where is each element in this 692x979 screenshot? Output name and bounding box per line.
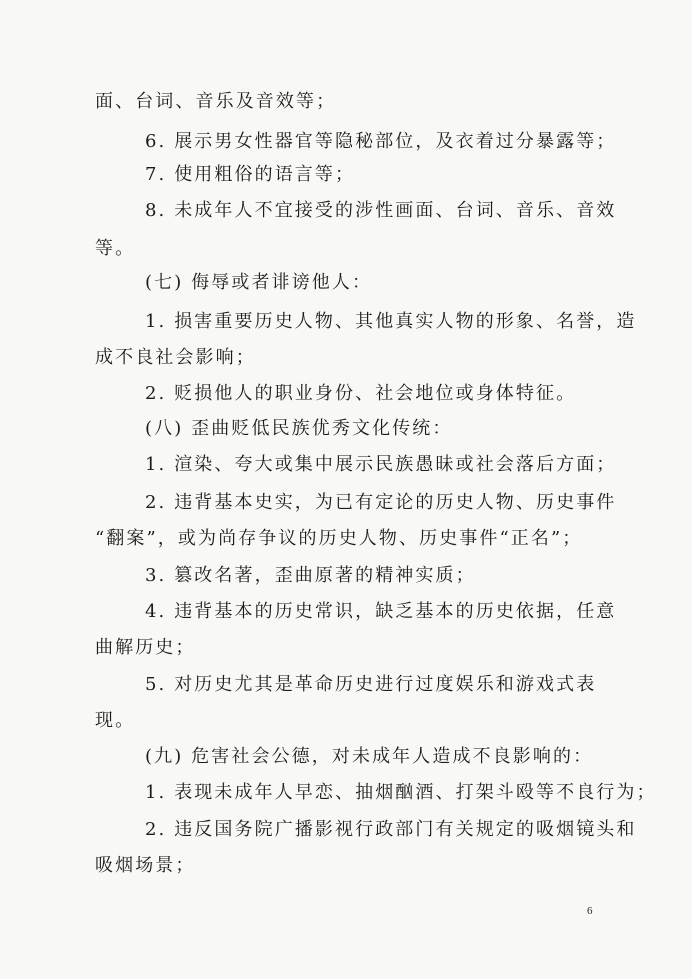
text-line-14: 3. 篡改名著，歪曲原著的精神实质； xyxy=(145,565,476,586)
text-line-3: 7. 使用粗俗的语言等； xyxy=(145,164,356,185)
text-line-20: 1. 表现未成年人早恋、抽烟酗酒、打架斗殴等不良行为； xyxy=(145,782,657,803)
text-line-21: 2. 违反国务院广播影视行政部门有关规定的吸烟镜头和 xyxy=(145,819,637,840)
text-line-17: 5. 对历史尤其是革命历史进行过度娱乐和游戏式表 xyxy=(145,674,597,695)
page-number: 6 xyxy=(587,905,593,917)
text-line-4: 8. 未成年人不宜接受的涉性画面、台词、音乐、音效 xyxy=(145,200,617,221)
text-line-18: 现。 xyxy=(95,710,136,731)
text-line-10: (八) 歪曲贬低民族优秀文化传统： xyxy=(145,418,453,439)
text-line-9: 2. 贬损他人的职业身份、社会地位或身体特征。 xyxy=(145,383,577,404)
text-line-1: 面、台词、音乐及音效等； xyxy=(95,91,337,112)
text-line-5: 等。 xyxy=(95,238,136,259)
text-line-12: 2. 违背基本史实，为已有定论的历史人物、历史事件 xyxy=(145,492,617,513)
text-line-15: 4. 违背基本的历史常识，缺乏基本的历史依据，任意 xyxy=(145,601,617,622)
text-line-22: 吸烟场景； xyxy=(95,855,196,876)
text-line-19: (九) 危害社会公德，对未成年人造成不良影响的： xyxy=(145,746,594,767)
text-line-16: 曲解历史； xyxy=(95,637,196,658)
text-line-7: 1. 损害重要历史人物、其他真实人物的形象、名誉，造 xyxy=(145,311,637,332)
text-line-6: (七) 侮辱或者诽谤他人： xyxy=(145,272,373,293)
text-line-8: 成不良社会影响； xyxy=(95,347,256,368)
text-line-13: “翻案”，或为尚存争议的历史人物、历史事件“正名”； xyxy=(95,528,583,549)
text-line-2: 6. 展示男女性器官等隐秘部位，及衣着过分暴露等； xyxy=(145,131,617,152)
text-line-11: 1. 渲染、夸大或集中展示民族愚昧或社会落后方面； xyxy=(145,454,617,475)
